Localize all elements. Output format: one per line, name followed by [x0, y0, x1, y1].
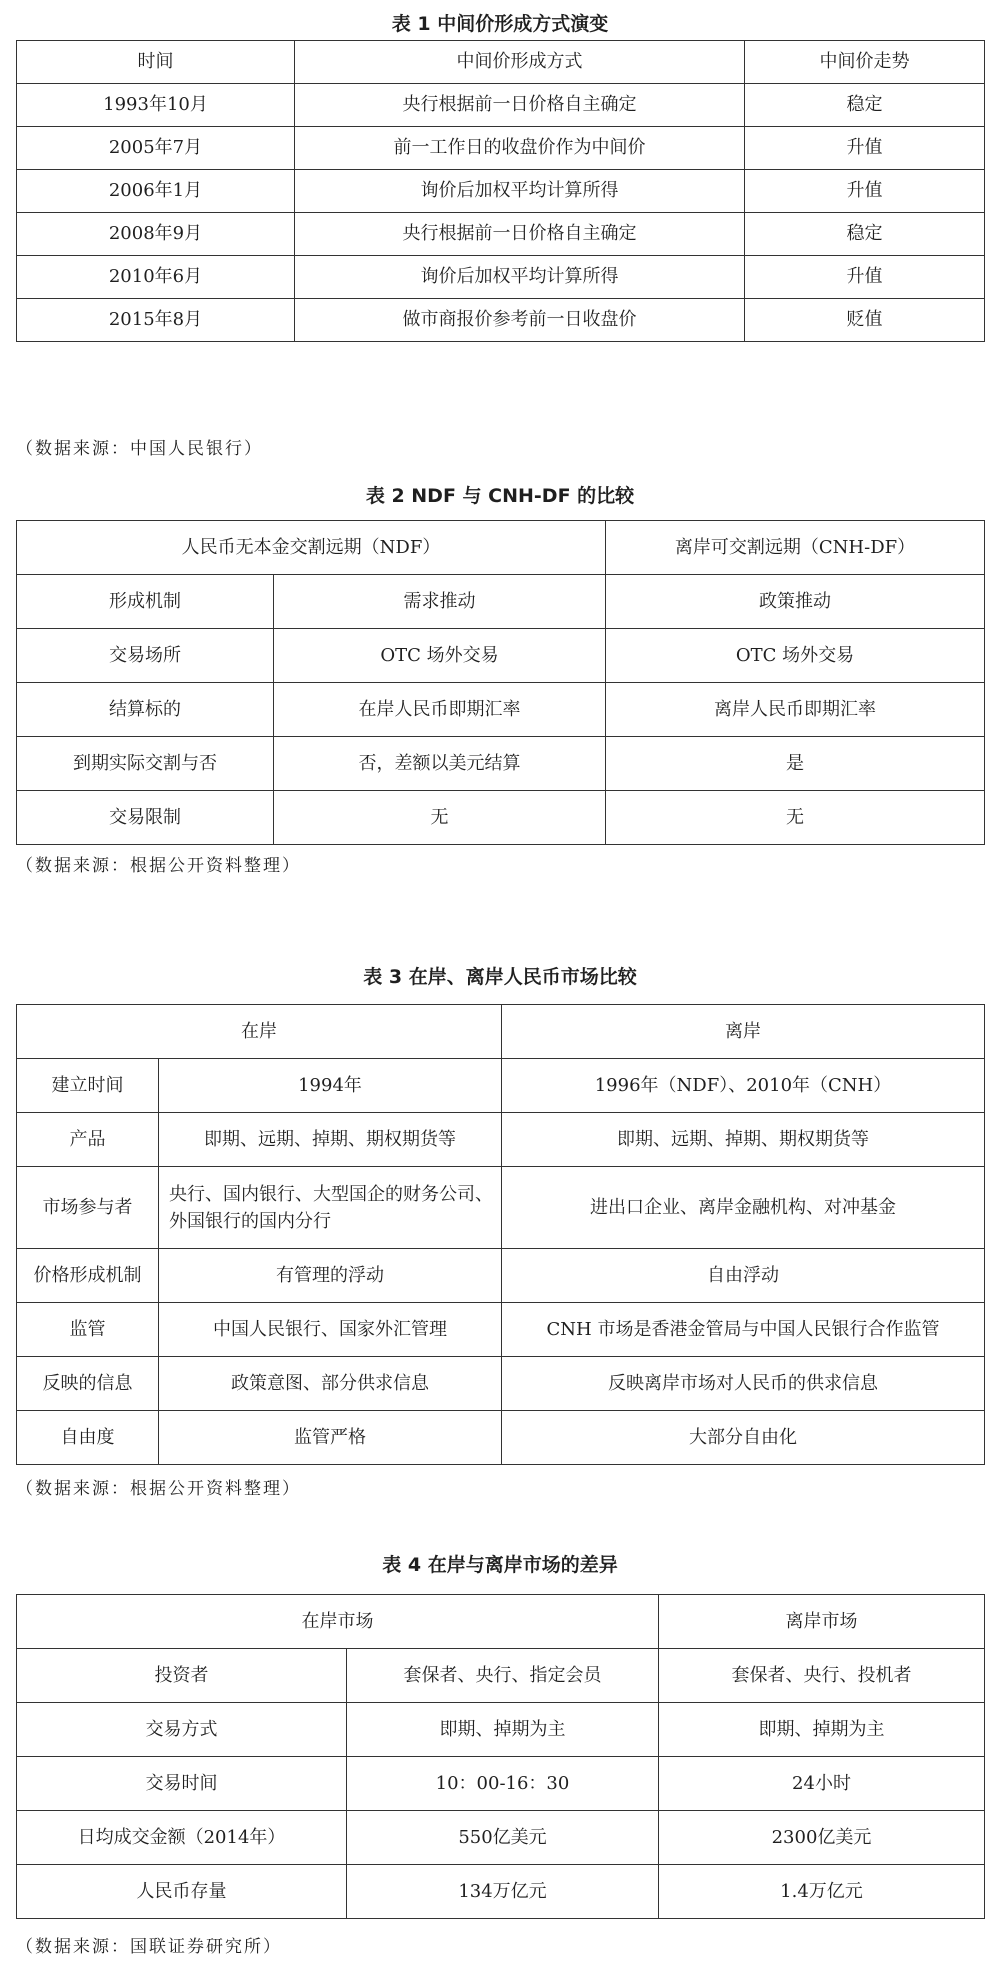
- table-cell: 需求推动: [274, 575, 606, 629]
- table-cell: 离岸人民币即期汇率: [606, 683, 985, 737]
- table-cell: 套保者、央行、投机者: [659, 1649, 985, 1703]
- table-cell: 1996年（NDF）、2010年（CNH）: [502, 1059, 985, 1113]
- table-row: [17, 1059, 985, 1113]
- table1-header-cell: 中间价形成方式: [295, 41, 745, 84]
- table1-caption: 表 1 中间价形成方式演变: [391, 13, 609, 35]
- table-cell: 即期、掉期为主: [659, 1703, 985, 1757]
- table-cell: 1.4万亿元: [659, 1865, 985, 1919]
- table1: [16, 40, 985, 342]
- table-row: [17, 84, 985, 127]
- table3-header-row: [17, 1005, 985, 1059]
- table-cell: 反映的信息: [17, 1357, 159, 1411]
- table-row: [17, 170, 985, 213]
- table-cell: 2008年9月: [17, 213, 295, 256]
- table2-caption: 表 2 NDF 与 CNH-DF 的比较: [365, 485, 635, 507]
- table-row: [17, 1703, 985, 1757]
- table-cell: 做市商报价参考前一日收盘价: [295, 299, 745, 342]
- table2-header-row: [17, 521, 985, 575]
- table-cell: 无: [606, 791, 985, 845]
- table4-header-row: [17, 1595, 985, 1649]
- table-row: [17, 256, 985, 299]
- table-cell: 550亿美元: [347, 1811, 659, 1865]
- table-cell: 政策意图、部分供求信息: [159, 1357, 502, 1411]
- table-row: [17, 127, 985, 170]
- table-cell: 人民币存量: [17, 1865, 347, 1919]
- table-row: [17, 1757, 985, 1811]
- table-cell: 交易场所: [17, 629, 274, 683]
- table-row: [17, 737, 985, 791]
- table-cell: 10：00-16：30: [347, 1757, 659, 1811]
- table-cell: 贬值: [745, 299, 985, 342]
- table-cell: 央行、国内银行、大型国企的财务公司、外国银行的国内分行: [159, 1167, 502, 1249]
- table-cell: 形成机制: [17, 575, 274, 629]
- table-row: [17, 791, 985, 845]
- table-cell: 交易限制: [17, 791, 274, 845]
- table-row: [17, 1357, 985, 1411]
- table-row: [17, 213, 985, 256]
- table-cell: 自由浮动: [502, 1249, 985, 1303]
- table-cell: 2300亿美元: [659, 1811, 985, 1865]
- table-cell: 1994年: [159, 1059, 502, 1113]
- table-row: [17, 1167, 985, 1249]
- table4-source: （数据来源：国联证券研究所）: [16, 1937, 282, 1957]
- table3-source: （数据来源：根据公开资料整理）: [16, 1479, 301, 1499]
- table-cell: 日均成交金额（2014年）: [17, 1811, 347, 1865]
- table-cell: 自由度: [17, 1411, 159, 1465]
- table-row: [17, 1811, 985, 1865]
- table-cell: 升值: [745, 127, 985, 170]
- table1-header-cell: 中间价走势: [745, 41, 985, 84]
- table4-header-cell: 离岸市场: [659, 1595, 985, 1649]
- table-cell: 套保者、央行、指定会员: [347, 1649, 659, 1703]
- table-cell: 升值: [745, 170, 985, 213]
- table-cell: 稳定: [745, 213, 985, 256]
- table-cell: 进出口企业、离岸金融机构、对冲基金: [502, 1167, 985, 1249]
- table-cell: 询价后加权平均计算所得: [295, 256, 745, 299]
- table-cell: 2010年6月: [17, 256, 295, 299]
- table-row: [17, 575, 985, 629]
- table-cell: 即期、掉期为主: [347, 1703, 659, 1757]
- table-cell: 建立时间: [17, 1059, 159, 1113]
- table4-header-cell: 在岸市场: [17, 1595, 659, 1649]
- table-cell: 前一工作日的收盘价作为中间价: [295, 127, 745, 170]
- table-cell: 是: [606, 737, 985, 791]
- table-cell: 2006年1月: [17, 170, 295, 213]
- table-cell: 询价后加权平均计算所得: [295, 170, 745, 213]
- table-cell: 结算标的: [17, 683, 274, 737]
- table-cell: 产品: [17, 1113, 159, 1167]
- table-cell: 稳定: [745, 84, 985, 127]
- table2-header-cell: 离岸可交割远期（CNH-DF）: [606, 521, 985, 575]
- table-cell: 交易方式: [17, 1703, 347, 1757]
- table-row: [17, 1649, 985, 1703]
- table3-header-cell: 在岸: [17, 1005, 502, 1059]
- table-row: [17, 299, 985, 342]
- table1-source: （数据来源：中国人民银行）: [16, 439, 263, 459]
- table-cell: 24小时: [659, 1757, 985, 1811]
- table3-header-cell: 离岸: [502, 1005, 985, 1059]
- table2-header-cell: 人民币无本金交割远期（NDF）: [17, 521, 606, 575]
- table-row: [17, 629, 985, 683]
- table-cell: 中国人民银行、国家外汇管理: [159, 1303, 502, 1357]
- table-cell: 市场参与者: [17, 1167, 159, 1249]
- table-row: [17, 1303, 985, 1357]
- table4-caption: 表 4 在岸与离岸市场的差异: [382, 1554, 618, 1576]
- table-cell: 有管理的浮动: [159, 1249, 502, 1303]
- table-cell: 监管严格: [159, 1411, 502, 1465]
- table2-source: （数据来源：根据公开资料整理）: [16, 856, 301, 876]
- table-cell: 否，差额以美元结算: [274, 737, 606, 791]
- table-cell: 到期实际交割与否: [17, 737, 274, 791]
- table4: [16, 1594, 985, 1919]
- table-cell: 央行根据前一日价格自主确定: [295, 84, 745, 127]
- table-cell: 134万亿元: [347, 1865, 659, 1919]
- table-cell: 1993年10月: [17, 84, 295, 127]
- table-cell: 即期、远期、掉期、期权期货等: [502, 1113, 985, 1167]
- table-cell: OTC 场外交易: [274, 629, 606, 683]
- table-row: [17, 683, 985, 737]
- table-cell: OTC 场外交易: [606, 629, 985, 683]
- table1-header-cell: 时间: [17, 41, 295, 84]
- table-cell: 政策推动: [606, 575, 985, 629]
- table-cell: 2015年8月: [17, 299, 295, 342]
- table-cell: 交易时间: [17, 1757, 347, 1811]
- table3-caption: 表 3 在岸、离岸人民币市场比较: [363, 966, 637, 988]
- table-cell: 监管: [17, 1303, 159, 1357]
- table-cell: 即期、远期、掉期、期权期货等: [159, 1113, 502, 1167]
- table-cell: 价格形成机制: [17, 1249, 159, 1303]
- table-cell: 升值: [745, 256, 985, 299]
- table2: [16, 520, 985, 845]
- table-row: [17, 1411, 985, 1465]
- table-cell: 无: [274, 791, 606, 845]
- table-cell: 央行根据前一日价格自主确定: [295, 213, 745, 256]
- table-cell: 在岸人民币即期汇率: [274, 683, 606, 737]
- table-cell: 2005年7月: [17, 127, 295, 170]
- table-row: [17, 1249, 985, 1303]
- table3: [16, 1004, 985, 1465]
- table-row: [17, 1113, 985, 1167]
- table-cell: 投资者: [17, 1649, 347, 1703]
- table-row: [17, 1865, 985, 1919]
- table-cell: CNH 市场是香港金管局与中国人民银行合作监管: [502, 1303, 985, 1357]
- table-cell: 反映离岸市场对人民币的供求信息: [502, 1357, 985, 1411]
- table1-header-row: [17, 41, 985, 84]
- table-cell: 大部分自由化: [502, 1411, 985, 1465]
